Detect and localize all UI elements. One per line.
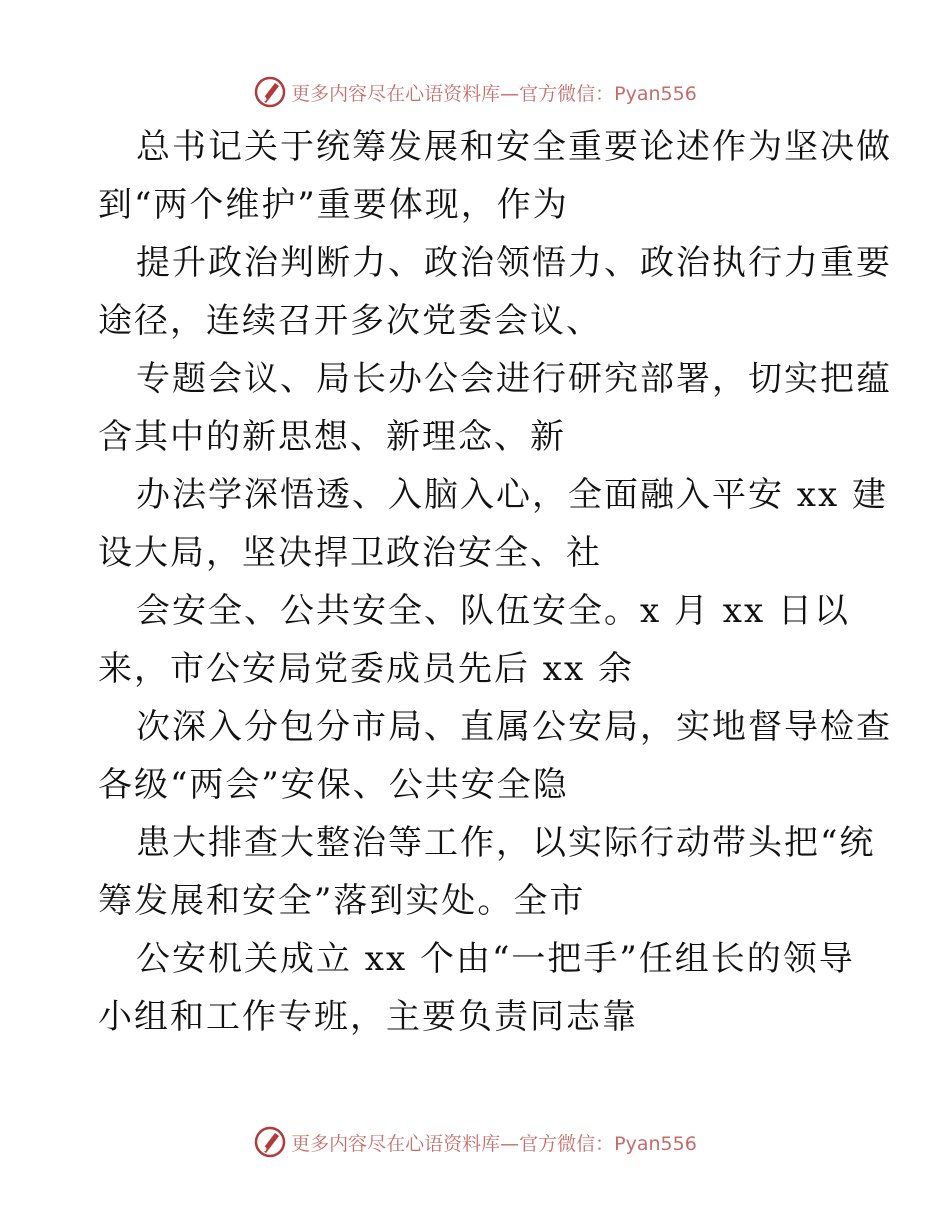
text-line: 筹发展和安全”落到实处。全市 (98, 881, 586, 921)
watermark-text: 更多内容尽在心语资料库—官方微信：Pyan556 (291, 82, 697, 105)
text-line: 总书记关于统筹发展和安全重要论述作为坚决做 (136, 127, 892, 167)
pen-seal-icon (253, 1125, 287, 1159)
text-line: 含其中的新思想、新理念、新 (98, 417, 566, 457)
text-line: 次深入分包分市局、直属公安局，实地督导检查 (136, 707, 892, 747)
text-line: 到“两个维护”重要体现，作为 (98, 185, 569, 225)
text-line: 小组和工作专班，主要负责同志靠 (98, 997, 638, 1037)
watermark-text: 更多内容尽在心语资料库—官方微信：Pyan556 (291, 1132, 697, 1155)
text-line: 途径，连续召开多次党委会议、 (98, 301, 602, 341)
text-line: 会安全、公共安全、队伍安全。x 月 xx 日以 (136, 591, 850, 631)
text-line: 来，市公安局党委成员先后 xx 余 (98, 649, 634, 689)
text-line: 提升政治判断力、政治领悟力、政治执行力重要 (136, 243, 892, 283)
text-line: 公安机关成立 xx 个由“一把手”任组长的领导 (136, 939, 855, 979)
header-watermark (0, 72, 950, 112)
footer-watermark (0, 1122, 950, 1162)
text-line: 患大排查大整治等工作，以实际行动带头把“统 (136, 823, 876, 863)
text-line: 专题会议、局长办公会进行研究部署，切实把蕴 (136, 359, 892, 399)
text-line: 办法学深悟透、入脑入心，全面融入平安 xx 建 (136, 475, 888, 515)
text-line: 设大局，坚决捍卫政治安全、社 (98, 533, 602, 573)
pen-seal-icon (253, 75, 287, 109)
text-line: 各级“两会”安保、公共安全隐 (98, 765, 569, 805)
